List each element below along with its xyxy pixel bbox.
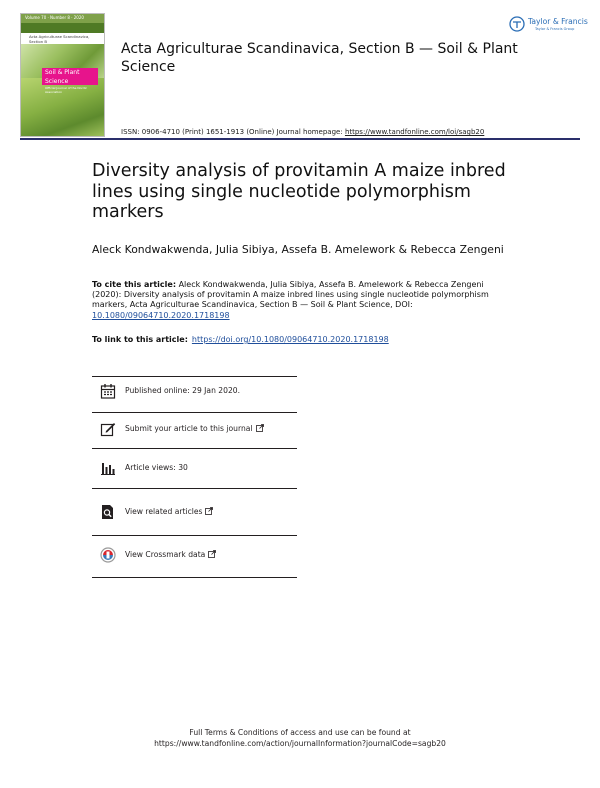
submit-article-text: Submit your article to this journal: [125, 424, 253, 433]
divider: [92, 412, 297, 413]
external-link-icon: [208, 550, 216, 558]
article-views-text: Article views: 30: [125, 463, 188, 472]
published-online-text: Published online: 29 Jan 2020.: [125, 386, 241, 395]
cite-text: Aleck Kondwakwenda, Julia Sibiya, Assefa B. Amelework & Rebecca Zengeni (2020): Diversity analysis of provitamin A maize inbred lines using single nucleotide polymorphism markers, Acta Agriculturae Scandinavica, Section B — Soil & Plant Science, DOI:: [92, 280, 489, 310]
footer-terms-link[interactable]: https://www.tandfonline.com/action/journalInformation?journalCode=sagb20: [154, 739, 446, 748]
divider: [92, 488, 297, 489]
divider: [92, 448, 297, 449]
external-link-icon: [256, 424, 264, 432]
related-articles-link[interactable]: [125, 507, 213, 516]
journal-homepage-link[interactable]: https://www.tandfonline.com/loi/sagb20: [344, 128, 485, 136]
journal-cover-image: [20, 13, 105, 137]
article-link-line: [92, 335, 389, 344]
cover-badge-sub: Official Journal of the Nordic Association: [45, 86, 88, 94]
external-link-icon: [205, 507, 213, 515]
divider: [92, 376, 297, 377]
journal-title: Acta Agriculturae Scandinavica, Section B — Soil & Plant Science: [121, 41, 518, 75]
calendar-icon: [100, 383, 116, 399]
terms-footer: [0, 727, 600, 749]
issn-line: [121, 128, 484, 136]
publisher-brand: Taylor & Francis: [528, 17, 588, 26]
article-authors: Aleck Kondwakwenda, Julia Sibiya, Assefa B. Amelework & Rebecca Zengeni: [92, 243, 504, 256]
divider: [92, 535, 297, 536]
cover-badge-title: Soil & Plant Science: [45, 69, 80, 85]
footer-line-1: Full Terms & Conditions of access and use can be found at: [189, 728, 411, 737]
crossmark-link[interactable]: [125, 550, 216, 559]
article-title: Diversity analysis of provitamin A maize inbred lines using single nucleotide polymorphism markers: [92, 161, 506, 222]
bar-chart-icon: [100, 460, 116, 476]
cover-second-band: [21, 23, 104, 33]
issn-text: ISSN: 0906-4710 (Print) 1651-1913 (Online) Journal homepage:: [121, 128, 345, 136]
related-articles-text: View related articles: [125, 507, 203, 516]
cover-top-band: [21, 14, 104, 23]
search-document-icon: [100, 504, 116, 520]
header-rule: [20, 138, 580, 140]
submit-article-link[interactable]: [125, 424, 264, 433]
publisher-logo-icon: [509, 16, 525, 32]
cover-journal-line: Acta Agriculturae Scandinavica, Section B: [29, 34, 90, 44]
cover-volume-text: Volume 70 · Number 8 · 2020: [25, 15, 84, 20]
publisher-logo[interactable]: [509, 16, 588, 38]
cite-label: To cite this article:: [92, 280, 177, 289]
article-doi-link[interactable]: https://doi.org/10.1080/09064710.2020.1718198: [191, 335, 389, 344]
crossmark-text: View Crossmark data: [125, 550, 206, 559]
edit-icon: [100, 421, 116, 437]
cite-doi-link[interactable]: 10.1080/09064710.2020.1718198: [92, 310, 230, 320]
crossmark-icon: [100, 547, 116, 563]
citation-block: [92, 280, 512, 321]
cover-badge: [42, 68, 98, 94]
publisher-tagline: Taylor & Francis Group: [535, 27, 575, 31]
divider: [92, 577, 297, 578]
link-label: To link to this article:: [92, 335, 188, 344]
